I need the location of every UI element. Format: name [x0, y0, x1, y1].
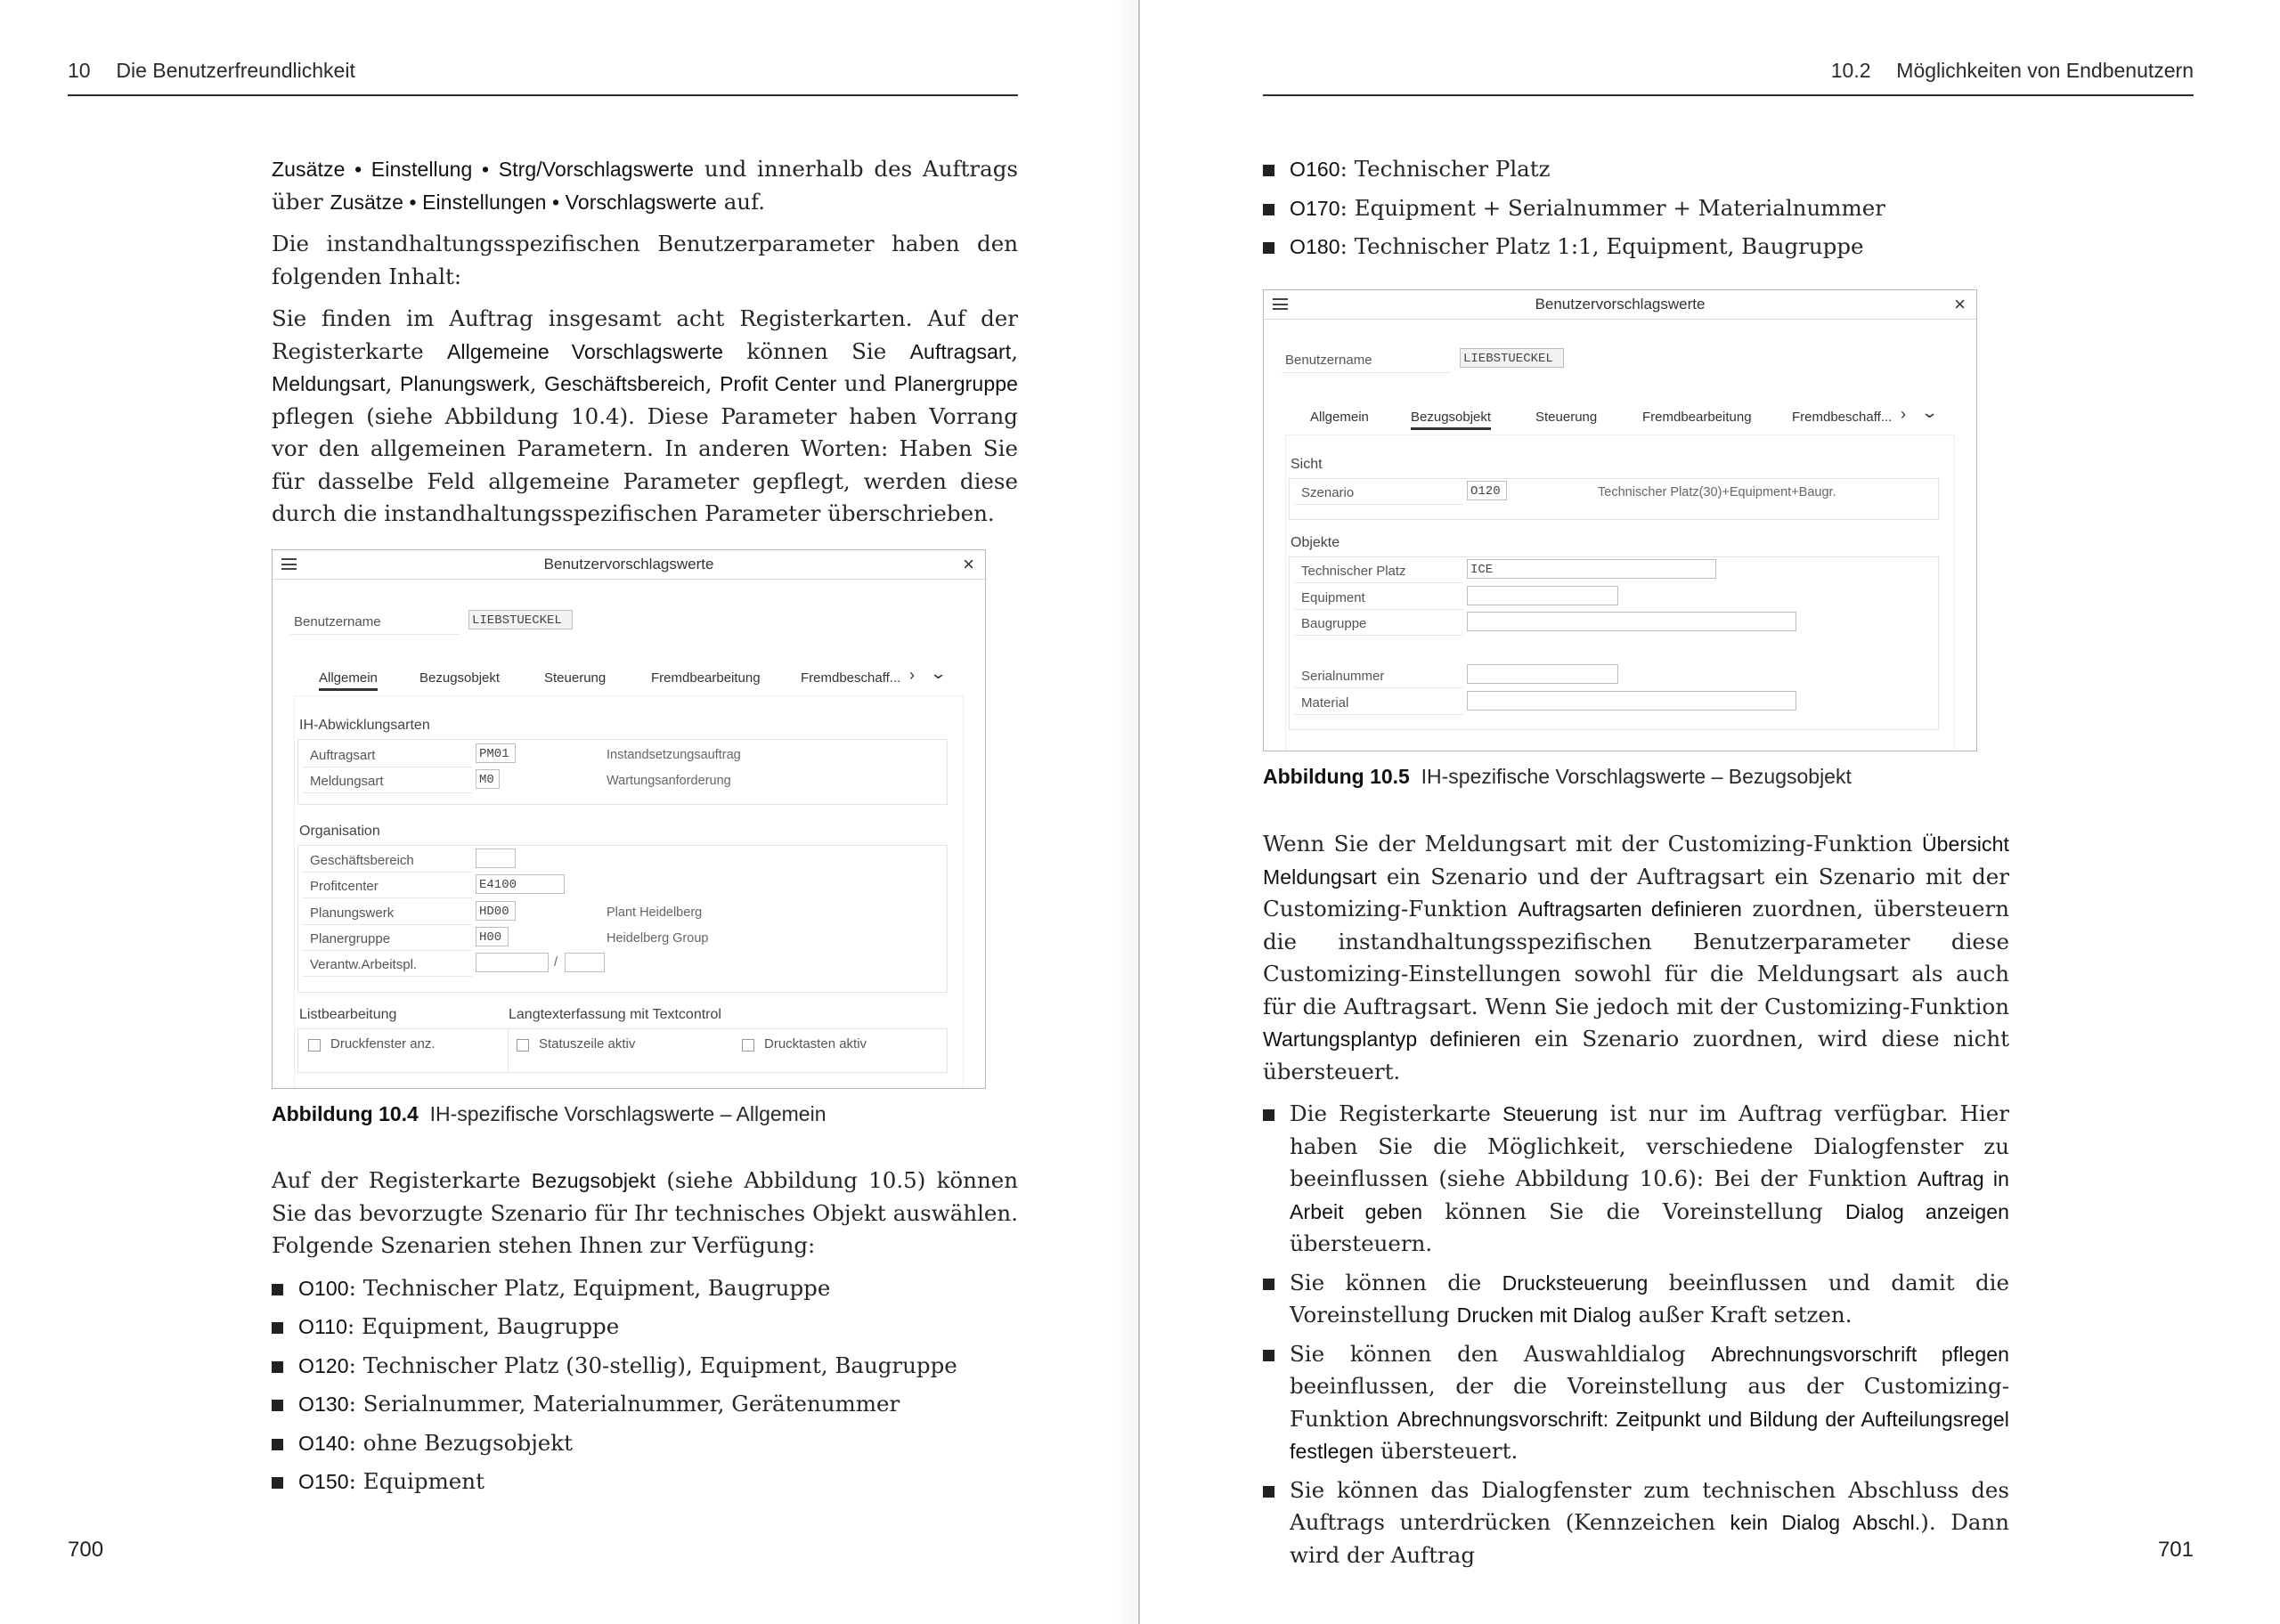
planergruppe-field[interactable]: H00 — [476, 927, 509, 946]
group-title-listbearbeitung: Listbearbeitung — [299, 1007, 397, 1022]
geschaeftsbereich-field[interactable] — [476, 849, 516, 868]
right-text-bottom — [1263, 828, 2009, 1578]
figure-10-5-dialog — [1263, 289, 1977, 751]
group-title-organisation: Organisation — [299, 824, 380, 839]
header-rule — [1263, 94, 2194, 96]
figure-10-5-caption — [1263, 765, 1852, 789]
list-item: O100: Technischer Platz, Equipment, Baugruppe — [272, 1272, 1018, 1305]
section-title: Möglichkeiten von Endbenutzern — [1896, 59, 2194, 82]
list-item: O140: ohne Bezugsobjekt — [272, 1427, 1018, 1460]
figure-10-4-caption — [272, 1102, 826, 1126]
field-description: Technischer Platz(30)+Equipment+Baugr. — [1598, 485, 1836, 499]
field-description: Instandsetzungsauftrag — [607, 748, 741, 762]
username-field[interactable]: LIEBSTUECKEL — [1460, 348, 1564, 368]
werk-field[interactable] — [565, 953, 605, 972]
username-label: Benutzername — [1285, 353, 1372, 368]
tab-allgemein[interactable]: Allgemein — [1310, 410, 1369, 425]
slash-separator: / — [554, 955, 558, 970]
paragraph: Die instandhaltungsspezifischen Benutzerparameter haben den folgenden Inhalt: — [272, 231, 1018, 289]
material-field[interactable] — [1467, 691, 1796, 710]
row-underline — [1294, 687, 1463, 688]
running-head-right — [1831, 59, 2194, 83]
chevron-right-icon[interactable]: › — [1901, 405, 1906, 423]
planungswerk-field[interactable]: HD00 — [476, 901, 516, 921]
row-underline — [1294, 504, 1463, 505]
field-label: Auftragsart — [310, 748, 376, 763]
statuszeile-checkbox[interactable] — [517, 1039, 529, 1052]
field-label: Serialnummer — [1301, 669, 1385, 684]
list-item: O160: Technischer Platz — [1263, 153, 2009, 186]
close-icon[interactable]: × — [1954, 293, 1966, 315]
tab-fremdbeschaff[interactable]: Fremdbeschaff... — [801, 670, 901, 686]
tab-bezugsobjekt[interactable]: Bezugsobjekt — [419, 670, 501, 686]
chevron-down-icon[interactable]: ⌄ — [929, 664, 948, 682]
caption-label: Abbildung 10.4 — [272, 1102, 419, 1125]
dialog-title: Benutzervorschlagswerte — [543, 556, 714, 572]
list-item: O170: Equipment + Serialnummer + Materialnummer — [1263, 192, 2009, 225]
field-label: Meldungsart — [310, 774, 384, 789]
row-underline — [303, 976, 472, 977]
list-item: O130: Serialnummer, Materialnummer, Gerätenummer — [272, 1388, 1018, 1421]
group-title-sicht: Sicht — [1291, 457, 1323, 472]
caption-label: Abbildung 10.5 — [1263, 765, 1410, 788]
menu-path: Zusätze • Einstellungen • Vorschlagswerte — [330, 190, 717, 214]
chapter-number: 10 — [68, 59, 91, 82]
caption-text: IH-spezifische Vorschlagswerte – Allgemein — [429, 1102, 826, 1125]
arbeitsplatz-field[interactable] — [476, 953, 549, 972]
figure-10-4-dialog — [272, 549, 986, 1089]
page-number-left: 700 — [68, 1538, 104, 1562]
tab-fremdbeschaff[interactable]: Fremdbeschaff... — [1792, 410, 1893, 425]
tab-fremdbearbeitung[interactable]: Fremdbearbeitung — [1642, 410, 1752, 425]
baugruppe-field[interactable] — [1467, 612, 1796, 631]
group-divider — [508, 1028, 509, 1071]
option-list — [1263, 1098, 2009, 1571]
running-head-left — [68, 59, 355, 83]
list-item: O180: Technischer Platz 1:1, Equipment, Baugruppe — [1263, 231, 2009, 264]
left-text-top — [272, 153, 1018, 540]
row-underline — [1282, 372, 1451, 373]
username-field[interactable]: LIEBSTUECKEL — [468, 610, 573, 629]
paragraph: Sie finden im Auftrag insgesamt acht Registerkarten. Auf der Registerkarte Allgemeine Vorschlagswerte können Sie Auftragsart, Meldungsart, Planungswerk, Geschäftsbereich, Profit Center und Planergruppe pflegen (siehe Abbildung 10.4). Diese Parameter haben Vorrang vor den allgemeinen Parametern. In anderen Worten: Haben Sie für dasselbe Feld allgemeine Parameter gepflegt, werden diese durch die instandhaltungsspezifischen Parameter überschrieben. — [272, 305, 1019, 526]
row-underline — [303, 897, 472, 898]
checkbox-label: Druckfenster anz. — [330, 1036, 436, 1052]
field-label: Planungswerk — [310, 905, 395, 921]
header-rule — [68, 94, 1018, 96]
close-icon[interactable]: × — [963, 553, 974, 575]
profitcenter-field[interactable]: E4100 — [476, 874, 565, 894]
tab-steuerung[interactable]: Steuerung — [1535, 410, 1598, 425]
caption-text: IH-spezifische Vorschlagswerte – Bezugsobjekt — [1421, 765, 1852, 788]
field-label: Baugruppe — [1301, 616, 1367, 631]
dialog-titlebar — [273, 550, 985, 580]
list-item: Sie können den Auswahldialog Abrechnungsvorschrift pflegen beeinflussen, der die Voreinstellung aus der Customizing-Funktion Abrechnungsvorschrift: Zeitpunkt und Bildung der Aufteilungsregel festlegen übersteuert. — [1263, 1338, 2009, 1468]
row-underline — [303, 924, 472, 925]
druckfenster-checkbox[interactable] — [308, 1039, 321, 1052]
left-page — [0, 0, 1138, 1624]
scenario-list-continued — [1263, 153, 2009, 264]
field-description: Wartungsanforderung — [607, 774, 731, 788]
right-text-top — [1263, 153, 2009, 270]
field-label: Geschäftsbereich — [310, 853, 414, 868]
list-item: Die Registerkarte Steuerung ist nur im Auftrag verfügbar. Hier haben Sie die Möglichkeit, verschiedene Dialogfenster zu beeinflussen (siehe Abbildung 10.6): Bei der Funktion Auftrag in Arbeit geben können Sie die Voreinstellung Dialog anzeigen übersteuern. — [1263, 1098, 2009, 1261]
serialnummer-field[interactable] — [1467, 664, 1618, 684]
username-label: Benutzername — [294, 614, 381, 629]
dialog-titlebar — [1264, 290, 1976, 320]
field-label: Material — [1301, 695, 1349, 710]
tab-steuerung[interactable]: Steuerung — [544, 670, 607, 686]
list-item: Sie können das Dialogfenster zum technischen Abschluss des Auftrags unterdrücken (Kennzeichen kein Dialog Abschl.). Dann wird der Auftrag — [1263, 1474, 2009, 1572]
field-description: Plant Heidelberg — [607, 905, 703, 920]
page-number-right: 701 — [2157, 1538, 2194, 1562]
paragraph: Auf der Registerkarte Bezugsobjekt (siehe Abbildung 10.5) können Sie das bevorzugte Szenario für Ihr technisches Objekt auswählen. Folgende Szenarien stehen Ihnen zur Verfügung: — [272, 1167, 1019, 1258]
field-label: Profitcenter — [310, 879, 379, 894]
equipment-field[interactable] — [1467, 586, 1618, 605]
group-title-ih-abwicklungsarten: IH-Abwicklungsarten — [299, 718, 430, 733]
tab-fremdbearbeitung[interactable]: Fremdbearbeitung — [651, 670, 761, 686]
chevron-down-icon[interactable]: ⌄ — [1920, 403, 1939, 421]
row-underline — [1294, 582, 1463, 583]
dialog-title: Benutzervorschlagswerte — [1535, 296, 1706, 313]
field-description: Heidelberg Group — [607, 931, 709, 946]
group-title-langtext: Langtexterfassung mit Textcontrol — [509, 1007, 721, 1022]
list-item: O150: Equipment — [272, 1466, 1018, 1498]
row-underline — [1294, 635, 1463, 636]
left-text-bottom — [272, 1165, 1018, 1505]
scenario-list — [272, 1272, 1018, 1498]
row-underline — [303, 792, 472, 793]
tab-allgemein[interactable]: Allgemein — [319, 670, 378, 691]
auftragsart-field[interactable]: PM01 — [476, 743, 516, 763]
row-underline — [303, 872, 472, 873]
paragraph: Wenn Sie der Meldungsart mit der Customizing-Funktion Übersicht Meldungsart ein Szenario und der Auftragsart ein Szenario mit der Customizing-Funktion Auftragsarten definieren zuordnen, übersteuern die instandhaltungsspezifischen Benutzerparameter diese Customizing-Einstellungen sowohl für die Meldungsart als auch für die Auftragsart. Wenn Sie jedoch mit der Customizing-Funktion Wartungsplantyp definieren ein Szenario zuordnen, wird diese nicht übersteuert. — [1263, 831, 2009, 1084]
section-number: 10.2 — [1830, 59, 1871, 82]
row-underline — [1294, 714, 1463, 715]
technischer-platz-field[interactable]: ICE — [1467, 559, 1716, 579]
chapter-title: Die Benutzerfreundlichkeit — [116, 59, 355, 82]
menu-path: Zusätze • Einstellung • Strg/Vorschlagswerte — [272, 158, 695, 181]
field-label: Szenario — [1301, 485, 1355, 500]
tab-bezugsobjekt[interactable]: Bezugsobjekt — [1411, 410, 1491, 430]
meldungsart-field[interactable]: M0 — [476, 769, 500, 789]
list-item: Sie können die Drucksteuerung beeinflussen und damit die Voreinstellung Drucken mit Dialog außer Kraft setzen. — [1263, 1267, 2009, 1332]
list-item: O120: Technischer Platz (30-stellig), Equipment, Baugruppe — [272, 1350, 1018, 1383]
chevron-right-icon[interactable]: › — [909, 666, 915, 684]
drucktasten-checkbox[interactable] — [742, 1039, 754, 1052]
list-item: O110: Equipment, Baugruppe — [272, 1311, 1018, 1344]
field-label: Technischer Platz — [1301, 564, 1406, 579]
field-label: Verantw.Arbeitspl. — [310, 957, 418, 972]
group-title-objekte: Objekte — [1291, 535, 1340, 550]
field-label: Equipment — [1301, 590, 1365, 605]
field-label: Planergruppe — [310, 931, 391, 946]
checkbox-label: Drucktasten aktiv — [764, 1036, 867, 1052]
row-underline — [290, 634, 460, 635]
paragraph: Zusätze • Einstellung • Strg/Vorschlagswerte und innerhalb des Auftrags über Zusätze • Einstellungen • Vorschlagswerte auf. — [272, 156, 1018, 215]
row-underline — [1294, 609, 1463, 610]
szenario-field[interactable]: O120 — [1467, 481, 1507, 500]
right-page — [1140, 0, 2280, 1624]
row-underline — [303, 950, 472, 951]
checkbox-label: Statuszeile aktiv — [539, 1036, 636, 1052]
